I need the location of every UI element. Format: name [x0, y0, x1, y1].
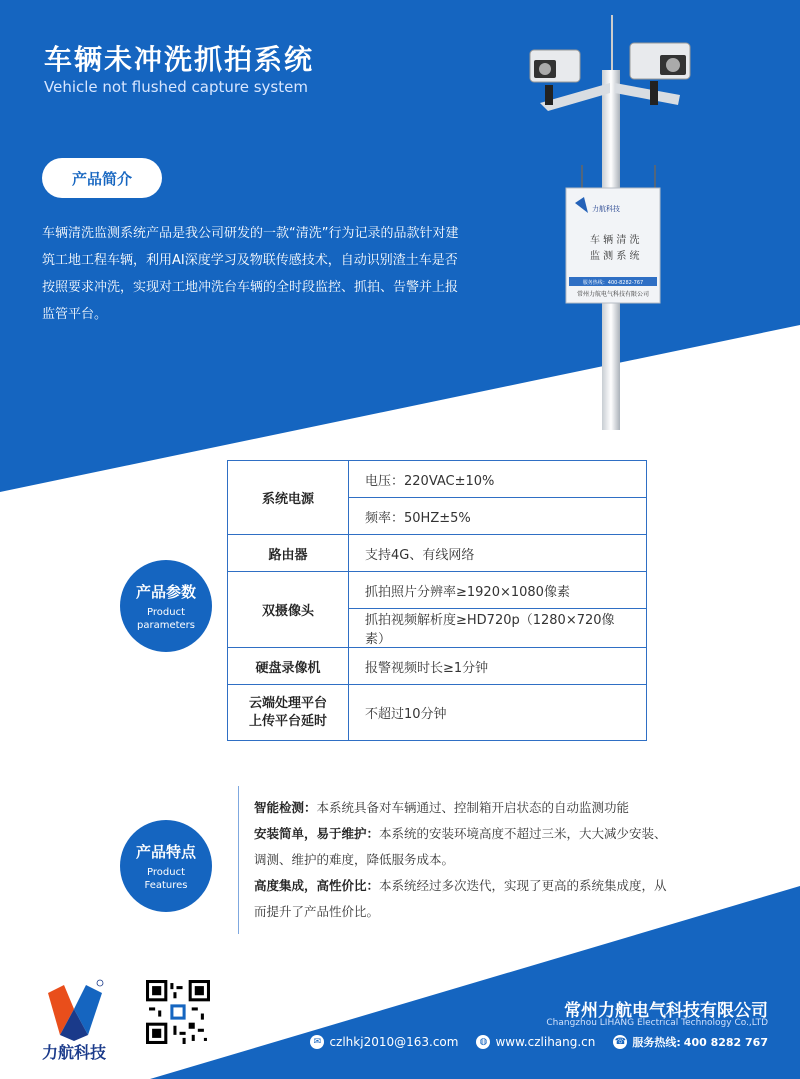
svg-text:车 辆 清 洗: 车 辆 清 洗 — [590, 235, 640, 246]
params-circle-title: 产品参数 — [135, 582, 196, 601]
spec-value: 抓拍照片分辨率≥1920×1080像素 — [349, 572, 647, 609]
mail-icon: ✉ — [310, 1035, 324, 1049]
spec-value: 电压：220VAC±10% — [349, 461, 647, 498]
camera-pole-illustration — [520, 15, 730, 430]
contact-email[interactable] — [310, 1035, 458, 1049]
feature-text: 本系统的安装环境高度不超过三米，大大减少安装、调测、维护的难度，降低服务成本。 — [254, 826, 667, 867]
table-row — [228, 648, 647, 685]
spec-label: 路由器 — [228, 535, 349, 572]
spec-label-line: 云端处理平台 — [248, 695, 327, 711]
website-text: www.czlihang.cn — [495, 1035, 596, 1049]
spec-value: 频率：50HZ±5% — [349, 498, 647, 535]
feature-item — [254, 821, 674, 873]
spec-value: 不超过10分钟 — [349, 685, 647, 741]
company-name: 常州力航电气科技有限公司 — [564, 1001, 768, 1021]
page-title: 车辆未冲洗抓拍系统 — [44, 43, 315, 76]
svg-text:服务热线：400-8282-767: 服务热线：400-8282-767 — [582, 280, 644, 286]
spec-value: 支持4G、有线网络 — [349, 535, 647, 572]
table-row — [228, 685, 647, 741]
table-row — [228, 572, 647, 609]
features-list — [254, 795, 674, 925]
spec-value: 抓拍视频解析度≥HD720p（1280×720像素） — [349, 609, 647, 648]
globe-icon: ◍ — [476, 1035, 490, 1049]
hotline-label: 服务热线: — [632, 1036, 681, 1049]
svg-text:常州力航电气科技有限公司: 常州力航电气科技有限公司 — [576, 291, 650, 298]
control-box-icon — [566, 188, 660, 303]
feature-item — [254, 795, 674, 821]
features-divider — [238, 786, 239, 934]
spec-label — [228, 685, 349, 741]
svg-text:力航科技: 力航科技 — [592, 205, 620, 213]
params-circle-en-2: parameters — [136, 619, 195, 631]
features-circle-title: 产品特点 — [135, 842, 196, 861]
spec-label: 硬盘录像机 — [228, 648, 349, 685]
feature-text: 本系统经过多次迭代，实现了更高的系统集成度，从而提升了产品性价比。 — [254, 878, 667, 919]
email-text: czlhkj2010@163.com — [329, 1035, 459, 1049]
table-row — [228, 461, 647, 498]
hotline-number: 400 8282 767 — [683, 1035, 768, 1049]
logo-text: 力航科技 — [41, 1043, 106, 1062]
spec-label-line: 上传平台延时 — [248, 713, 327, 729]
feature-title: 高度集成，高性价比： — [254, 878, 380, 893]
intro-pill: 产品简介 — [42, 158, 162, 198]
spec-value: 报警视频时长≥1分钟 — [349, 648, 647, 685]
spec-table — [227, 460, 647, 741]
spec-label: 系统电源 — [228, 461, 349, 535]
contact-bar — [292, 1032, 768, 1052]
spec-label: 双摄像头 — [228, 572, 349, 648]
params-circle-en-1: Product — [147, 606, 185, 618]
feature-text: 本系统具备对车辆通过、控制箱开启状态的自动监测功能 — [316, 800, 630, 815]
feature-item — [254, 873, 674, 925]
intro-text: 车辆清洗监测系统产品是我公司研发的一款“清洗”行为记录的品款针对建筑工地工程车辆，利用AI深度学习及物联传感技术，自动识别渣土车是否按照要求冲洗，实现对工地冲洗台车辆的全时段监控、抓拍、告警并上报监管平台。 — [42, 226, 459, 322]
page-subtitle: Vehicle not flushed capture system — [44, 78, 308, 96]
features-circle-en-1: Product — [147, 866, 185, 878]
qr-code-icon — [146, 980, 210, 1044]
params-circle — [120, 560, 212, 652]
contact-hotline[interactable] — [613, 1034, 768, 1050]
features-circle — [120, 820, 212, 912]
phone-icon: ☎ — [614, 1037, 626, 1047]
table-row — [228, 535, 647, 572]
svg-text:监 测 系 统: 监 测 系 统 — [590, 251, 640, 262]
feature-title: 智能检测： — [254, 800, 317, 815]
feature-title: 安装简单，易于维护： — [254, 826, 380, 841]
company-name-en: Changzhou LIHANG Electrical Technology Co.,LTD — [546, 1018, 768, 1028]
contact-website[interactable] — [476, 1035, 595, 1049]
features-circle-en-2: Features — [144, 879, 188, 891]
